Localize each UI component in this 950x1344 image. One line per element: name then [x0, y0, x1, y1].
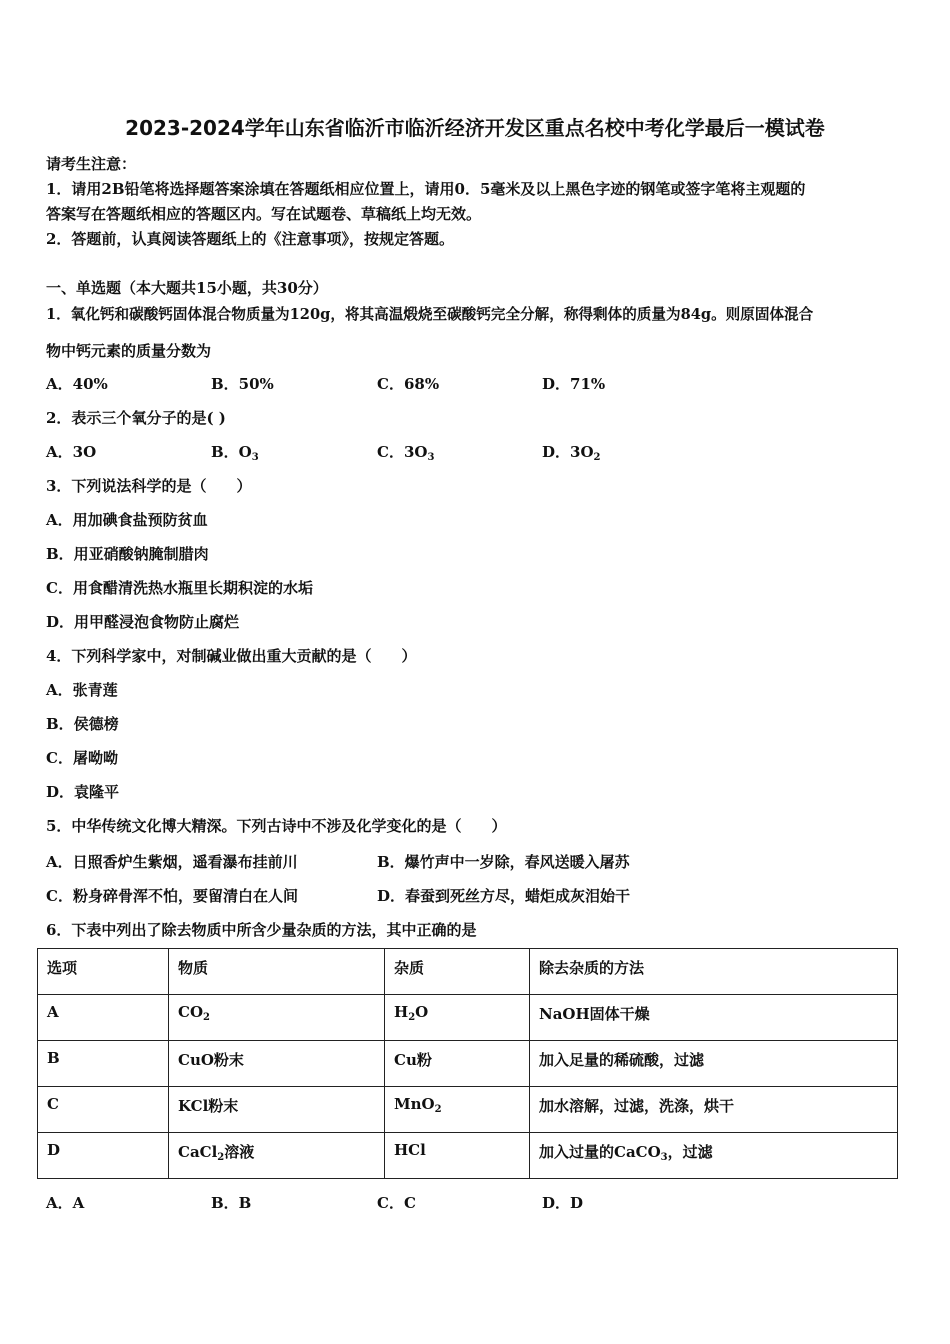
- table-row: [38, 995, 898, 1041]
- q3-option-c: C．用食醋清洗热水瓶里长期积淀的水垢: [46, 579, 313, 597]
- q3-option-d: D．用甲醛浸泡食物防止腐烂: [46, 613, 240, 631]
- page-title: 2023-2024学年山东省临沂市临沂经济开发区重点名校中考化学最后一模试卷: [125, 116, 825, 140]
- table-header-row: [38, 949, 898, 995]
- q3-option-b: B．用亚硝酸钠腌制腊肉: [46, 545, 209, 563]
- q6-table: [37, 948, 898, 1179]
- q1-option-a: A．40%: [46, 375, 108, 393]
- q2-option-d: D．$3O_2$: [542, 443, 601, 463]
- q1-stem-line-2: 物中钙元素的质量分数为: [46, 342, 212, 360]
- q6-option-d: D．D: [542, 1194, 584, 1212]
- section-heading: 一、单选题（本大题共15小题，共30分）: [46, 279, 328, 297]
- table-cell-impurity: HCl: [385, 1133, 530, 1179]
- q3-stem: 3．下列说法科学的是（ ）: [46, 477, 252, 495]
- q5-stem: 5．中华传统文化博大精深。下列古诗中不涉及化学变化的是（ ）: [46, 817, 507, 835]
- table-cell-impurity: $H_2O$: [385, 995, 530, 1041]
- notes-line-2: 答案写在答题纸相应的答题区内。写在试题卷、草稿纸上均无效。: [46, 205, 482, 223]
- table-cell-substance: KCl粉末: [169, 1087, 385, 1133]
- q1-option-d: D．71%: [542, 375, 606, 393]
- table-cell-option: B: [38, 1041, 169, 1087]
- q4-option-b: B．侯德榜: [46, 715, 119, 733]
- q5-option-c: C．粉身碎骨浑不怕，要留清白在人间: [46, 887, 298, 905]
- q1-option-c: C．68%: [377, 375, 440, 393]
- q1-stem-line-1: 1．氧化钙和碳酸钙固体混合物质量为120g，将其高温煅烧至碳酸钙完全分解，称得剩体的质量为84g。则原固体混合: [46, 306, 814, 323]
- q2-stem: 2．表示三个氧分子的是( ): [46, 409, 226, 427]
- table-cell-impurity: Cu粉: [385, 1041, 530, 1087]
- table-cell-method: NaOH固体干燥: [530, 995, 898, 1041]
- notes-line-3: 2．答题前，认真阅读答题纸上的《注意事项》，按规定答题。: [46, 230, 454, 248]
- table-row: [38, 1087, 898, 1133]
- table-row: [38, 1133, 898, 1179]
- q6-option-b: B．B: [211, 1194, 252, 1212]
- table-cell-option: A: [38, 995, 169, 1041]
- q4-option-d: D．袁隆平: [46, 783, 120, 801]
- q5-option-b: B．爆竹声中一岁除，春风送暖入屠苏: [377, 853, 630, 871]
- notes-heading: 请考生注意：: [46, 155, 137, 173]
- q6-option-a: A．A: [46, 1194, 85, 1212]
- notes-line-1: 1．请用2B铅笔将选择题答案涂填在答题纸相应位置上，请用0．5毫米及以上黑色字迹的钢笔或签字笔将主观题的: [46, 180, 806, 198]
- table-header-cell: 选项: [38, 949, 169, 995]
- table-cell-method: 加入过量的CaCO$_3$，过滤: [530, 1133, 898, 1179]
- q4-option-c: C．屠呦呦: [46, 749, 118, 767]
- table-row: [38, 1041, 898, 1087]
- q1-option-b: B．50%: [211, 375, 274, 393]
- table-header-cell: 物质: [169, 949, 385, 995]
- q3-option-a: A．用加碘食盐预防贫血: [46, 511, 208, 529]
- q4-option-a: A．张青莲: [46, 681, 118, 699]
- q2-option-b: B．$O_3$: [211, 443, 259, 463]
- table-cell-substance: CaCl$_2$溶液: [169, 1133, 385, 1179]
- table-cell-impurity: MnO$_2$: [385, 1087, 530, 1133]
- q6-stem: 6．下表中列出了除去物质中所含少量杂质的方法，其中正确的是: [46, 921, 477, 939]
- table-cell-method: 加水溶解，过滤，洗涤，烘干: [530, 1087, 898, 1133]
- q2-option-c: C．$3O_3$: [377, 443, 435, 463]
- table-header-cell: 除去杂质的方法: [530, 949, 898, 995]
- q5-option-d: D．春蚕到死丝方尽，蜡炬成灰泪始干: [377, 887, 631, 905]
- q2-option-a: A．3O: [46, 443, 97, 461]
- table-cell-option: C: [38, 1087, 169, 1133]
- table-cell-option: D: [38, 1133, 169, 1179]
- q6-option-c: C．C: [377, 1194, 416, 1212]
- table-cell-substance: CuO粉末: [169, 1041, 385, 1087]
- q4-stem: 4．下列科学家中，对制碱业做出重大贡献的是（ ）: [46, 647, 417, 665]
- table-cell-substance: $CO_2$: [169, 995, 385, 1041]
- table-header-cell: 杂质: [385, 949, 530, 995]
- q5-option-a: A．日照香炉生紫烟，遥看瀑布挂前川: [46, 853, 298, 871]
- table-cell-method: 加入足量的稀硫酸，过滤: [530, 1041, 898, 1087]
